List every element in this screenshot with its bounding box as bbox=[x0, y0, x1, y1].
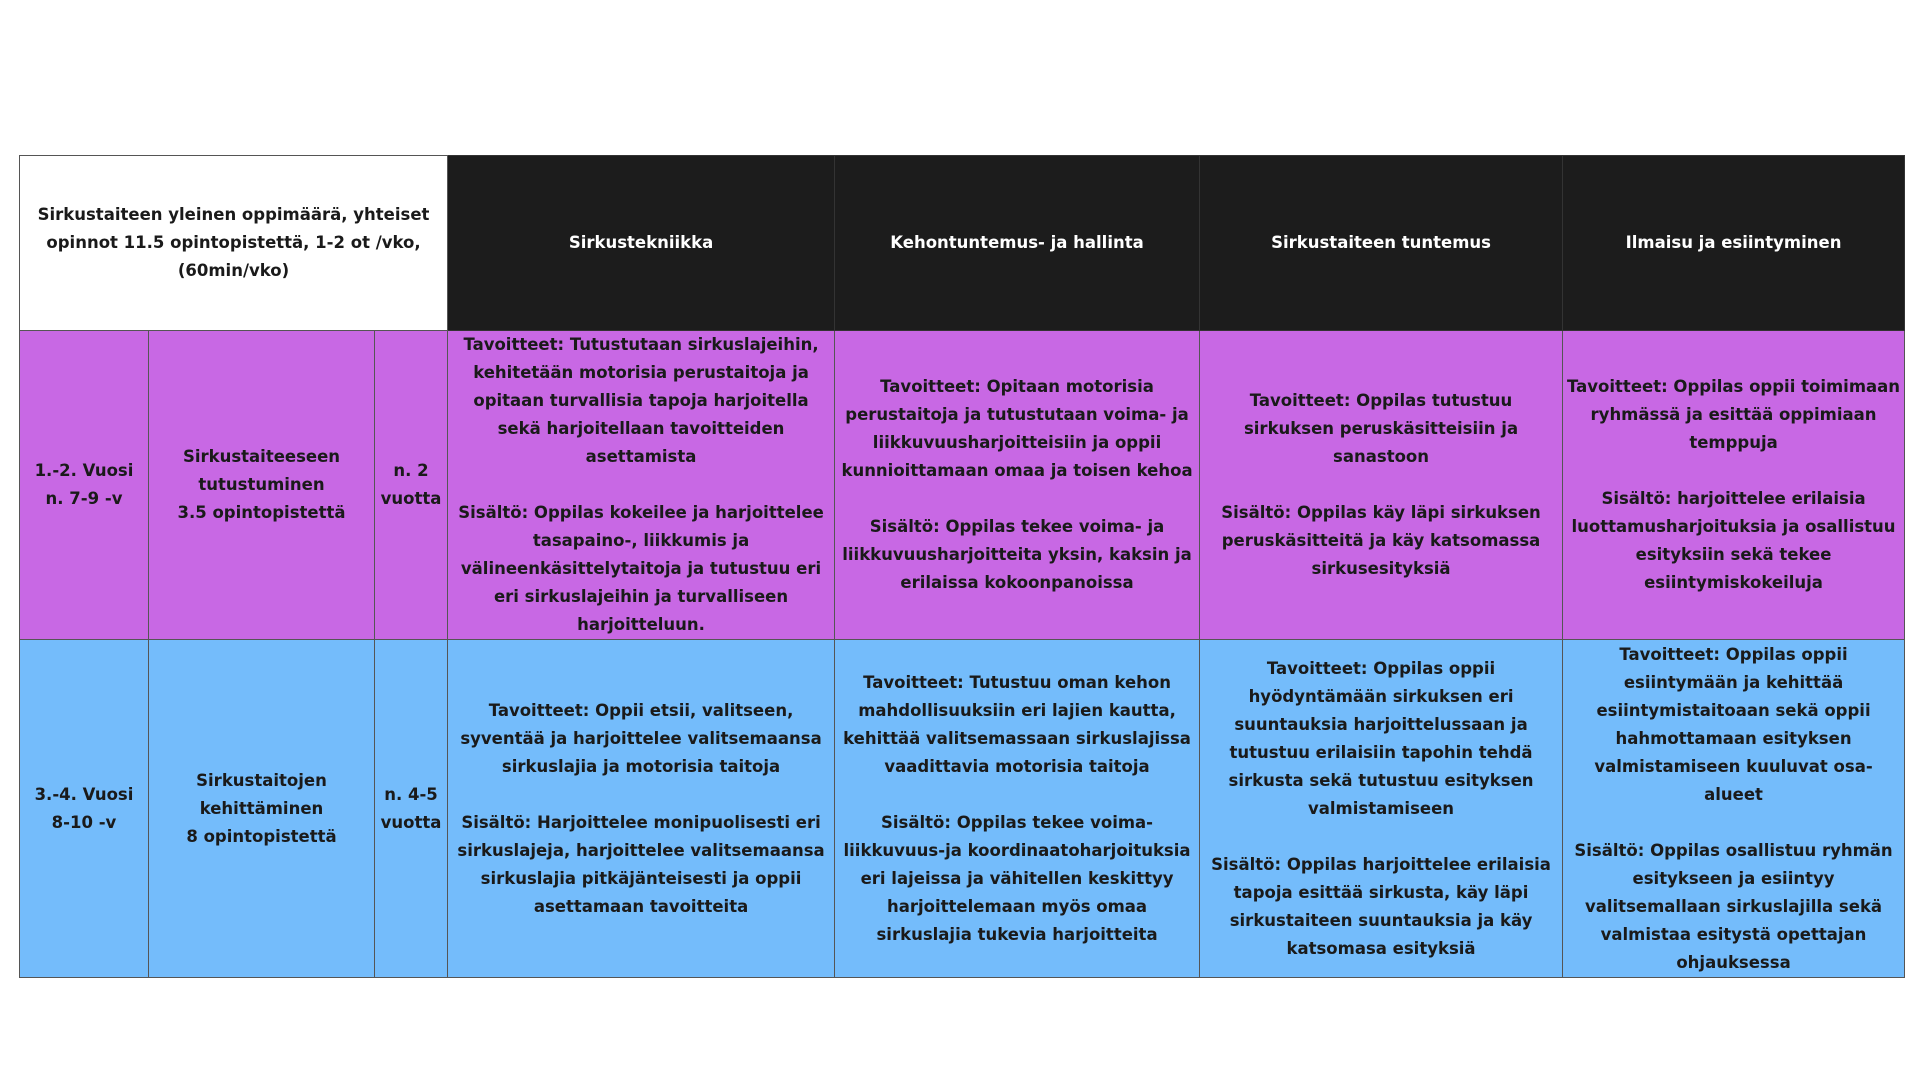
content-cell: Tavoitteet: Oppilas tutustuu sirkuksen peruskäsitteisiin ja sanastoon Sisältö: Oppilas käy läpi sirkuksen peruskäsitteitä ja käy katsomassa sirkusesityksiä bbox=[1200, 331, 1563, 640]
year-cell: 1.-2. Vuosi n. 7-9 -v bbox=[20, 331, 149, 640]
table-title: Sirkustaiteen yleinen oppimäärä, yhteiset opinnot 11.5 opintopistettä, 1-2 ot /vko, (60min/vko) bbox=[20, 156, 448, 331]
duration-cell: n. 4-5 vuotta bbox=[375, 640, 448, 978]
course-cell: Sirkustaiteeseen tutustuminen 3.5 opintopistettä bbox=[149, 331, 375, 640]
content-cell: Tavoitteet: Oppilas oppii toimimaan ryhmässä ja esittää oppimiaan temppuja Sisältö: harjoittelee erilaisia luottamusharjoituksia ja osallistuu esityksiin sekä tekee esiintymiskokeiluja bbox=[1563, 331, 1905, 640]
course-cell: Sirkustaitojen kehittäminen 8 opintopistettä bbox=[149, 640, 375, 978]
table-row bbox=[20, 331, 1905, 640]
column-header-kehontuntemus: Kehontuntemus- ja hallinta bbox=[835, 156, 1200, 331]
content-cell: Tavoitteet: Tutustutaan sirkuslajeihin, kehitetään motorisia perustaitoja ja opitaan turvallisia tapoja harjoitella sekä harjoitellaan tavoitteiden asettamista Sisältö: Oppilas kokeilee ja harjoittelee tasapaino-, liikkumis ja välineenkäsittelytaitoja ja tutustuu eri eri sirkuslajeihin ja turvalliseen harjoitteluun. bbox=[448, 331, 835, 640]
table-row bbox=[20, 640, 1905, 978]
content-cell: Tavoitteet: Oppii etsii, valitseen, syventää ja harjoittelee valitsemaansa sirkuslajia ja motorisia taitoja Sisältö: Harjoittelee monipuolisesti eri sirkuslajeja, harjoittelee valitsemaansa sirkuslajia pitkäjänteisesti ja oppii asettamaan tavoitteita bbox=[448, 640, 835, 978]
year-cell: 3.-4. Vuosi 8-10 -v bbox=[20, 640, 149, 978]
content-cell: Tavoitteet: Opitaan motorisia perustaitoja ja tutustutaan voima- ja liikkuvuusharjoitteisiin ja oppii kunnioittamaan omaa ja toisen kehoa Sisältö: Oppilas tekee voima- ja liikkuvuusharjoitteita yksin, kaksin ja erilaissa kokoonpanoissa bbox=[835, 331, 1200, 640]
content-cell: Tavoitteet: Tutustuu oman kehon mahdollisuuksiin eri lajien kautta, kehittää valitsemassaan sirkuslajissa vaadittavia motorisia taitoja Sisältö: Oppilas tekee voima-liikkuvuus-ja koordinaatoharjoituksia eri lajeissa ja vähitellen keskittyy harjoittelemaan myös omaa sirkuslajia tukevia harjoitteita bbox=[835, 640, 1200, 978]
column-header-sirkustaiteen-tuntemus: Sirkustaiteen tuntemus bbox=[1200, 156, 1563, 331]
content-cell: Tavoitteet: Oppilas oppii esiintymään ja kehittää esiintymistaitoaan sekä oppii hahmottamaan esityksen valmistamiseen kuuluvat osa-alueet Sisältö: Oppilas osallistuu ryhmän esitykseen ja esiintyy valitsemallaan sirkuslajilla sekä valmistaa esitystä opettajan ohjauksessa bbox=[1563, 640, 1905, 978]
content-cell: Tavoitteet: Oppilas oppii hyödyntämään sirkuksen eri suuntauksia harjoittelussaan ja tutustuu erilaisiin tapohin tehdä sirkusta sekä tutustuu esityksen valmistamiseen Sisältö: Oppilas harjoittelee erilaisia tapoja esittää sirkusta, käy läpi sirkustaiteen suuntauksia ja käy katsomasa esityksiä bbox=[1200, 640, 1563, 978]
curriculum-table bbox=[19, 155, 1905, 978]
header-row bbox=[20, 156, 1905, 331]
column-header-sirkustekniikka: Sirkustekniikka bbox=[448, 156, 835, 331]
duration-cell: n. 2 vuotta bbox=[375, 331, 448, 640]
column-header-ilmaisu: Ilmaisu ja esiintyminen bbox=[1563, 156, 1905, 331]
